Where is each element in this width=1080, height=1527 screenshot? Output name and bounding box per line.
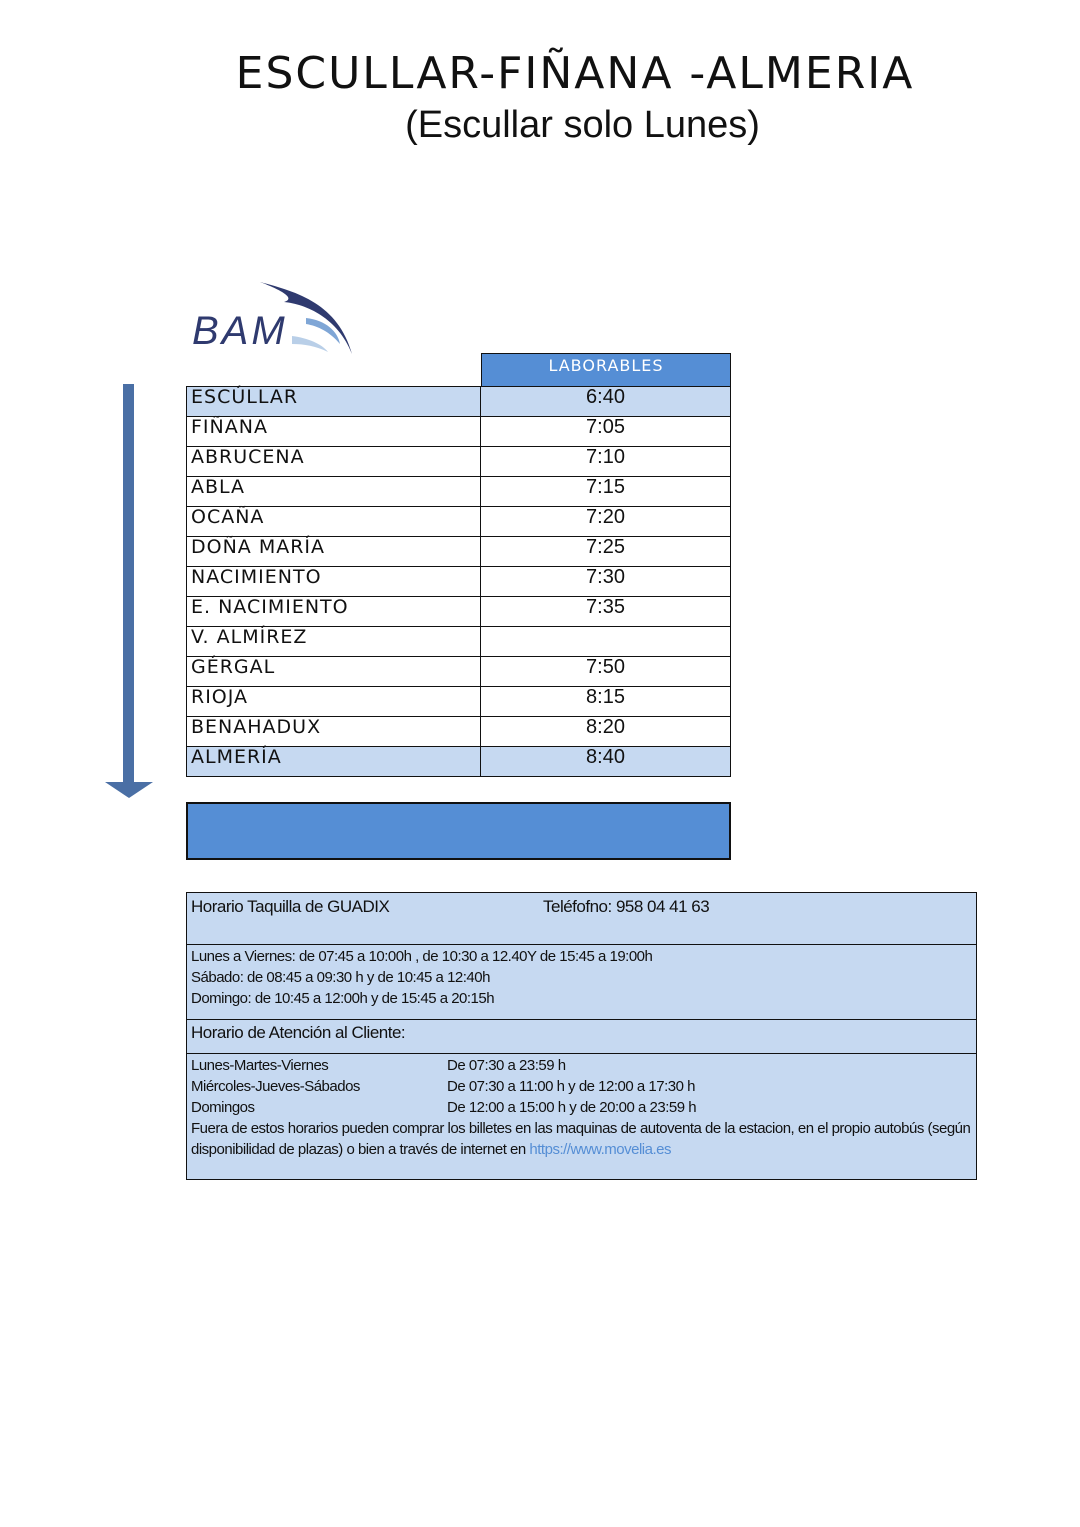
timetable [186,386,731,777]
laborables-header: LABORABLES [481,353,731,387]
stop-name: RIOJA [187,687,481,717]
taquilla-hours [187,945,976,1020]
note-text: Fuera de estos horarios pueden comprar los billetes en las maquinas de autoventa de la estacion, en el propio autobús (según disponibilidad de plazas) o bien a través de internet en [191,1120,971,1158]
stop-name: V. ALMÍREZ [187,627,481,657]
stop-name: DOÑA MARÍA [187,537,481,567]
info-box [186,892,977,1180]
departure-time: 7:10 [481,447,731,477]
atencion-days: Domingos [191,1099,255,1116]
atencion-hours [187,1054,976,1179]
departure-time: 6:40 [481,387,731,417]
timetable-row [187,747,731,777]
timetable-row [187,627,731,657]
stop-name: OCAÑA [187,507,481,537]
taquilla-label: Horario Taquilla de GUADIX [191,897,390,916]
departure-time: 7:35 [481,597,731,627]
timetable-row [187,447,731,477]
taquilla-line: Sábado: de 08:45 a 09:30 h y de 10:45 a 12:40h [191,969,490,986]
departure-time: 7:25 [481,537,731,567]
stop-name: NACIMIENTO [187,567,481,597]
timetable-row [187,657,731,687]
departure-time: 8:20 [481,717,731,747]
logo-text: BAM [192,309,288,353]
departure-time: 7:05 [481,417,731,447]
departure-time: 8:40 [481,747,731,777]
departure-time: 8:15 [481,687,731,717]
taquilla-line: Domingo: de 10:45 a 12:00h y de 15:45 a 20:15h [191,990,495,1007]
timetable-row [187,417,731,447]
stop-name: E. NACIMIENTO [187,597,481,627]
footer-bar [186,802,731,860]
departure-time: 7:30 [481,567,731,597]
atencion-time: De 12:00 a 15:00 h y de 20:00 a 23:59 h [447,1099,697,1116]
atencion-days: Miércoles-Jueves-Sábados [191,1078,360,1095]
taquilla-section [187,893,976,945]
timetable-row [187,387,731,417]
purchase-note [191,1118,972,1160]
atencion-days: Lunes-Martes-Viernes [191,1057,329,1074]
taquilla-line: Lunes a Viernes: de 07:45 a 10:00h , de 10:30 a 12.40Y de 15:45 a 19:00h [191,948,653,965]
atencion-row [191,1055,972,1076]
atencion-row [191,1097,972,1118]
phone-number: Teléfofno: 958 04 41 63 [543,897,710,916]
departure-time [481,627,731,657]
timetable-row [187,477,731,507]
timetable-row [187,567,731,597]
page-subtitle: (Escullar solo Lunes) [405,104,760,146]
atencion-time: De 07:30 a 23:59 h [447,1057,566,1074]
departure-time: 7:50 [481,657,731,687]
departure-time: 7:15 [481,477,731,507]
stop-name: FIÑANA [187,417,481,447]
stop-name: ABRUCENA [187,447,481,477]
bam-logo [188,278,358,360]
departure-time: 7:20 [481,507,731,537]
timetable-row [187,597,731,627]
timetable-row [187,717,731,747]
movelia-link[interactable]: https://www.movelia.es [529,1141,671,1158]
atencion-label: Horario de Atención al Cliente: [187,1020,976,1054]
page-title: ESCULLAR-FIÑANA -ALMERIA [235,48,915,99]
stop-name: ALMERÍA [187,747,481,777]
timetable-row [187,507,731,537]
direction-arrow-icon [105,384,153,800]
stop-name: ABLA [187,477,481,507]
timetable-row [187,687,731,717]
stop-name: ESCÚLLAR [187,387,481,417]
timetable-row [187,537,731,567]
atencion-row [191,1076,972,1097]
atencion-time: De 07:30 a 11:00 h y de 12:00 a 17:30 h [447,1078,695,1095]
stop-name: GÉRGAL [187,657,481,687]
stop-name: BENAHADUX [187,717,481,747]
